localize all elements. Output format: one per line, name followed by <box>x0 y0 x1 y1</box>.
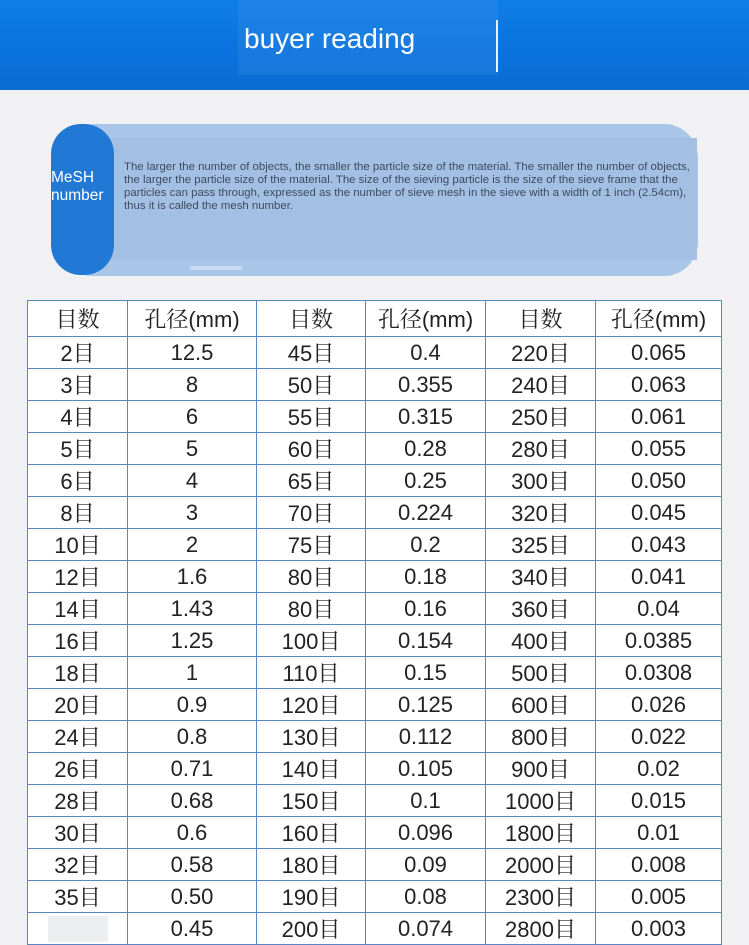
cell-mesh: 320目 <box>486 497 596 529</box>
cell-aperture: 0.041 <box>596 561 722 593</box>
cell-aperture: 0.0385 <box>596 625 722 657</box>
cell-mesh: 140目 <box>257 753 366 785</box>
cell-aperture: 2 <box>128 529 257 561</box>
table-row <box>28 657 722 689</box>
cell-aperture: 0.125 <box>366 689 486 721</box>
cell-aperture: 0.154 <box>366 625 486 657</box>
cell-mesh: 32目 <box>28 849 128 881</box>
cell-aperture: 0.04 <box>596 593 722 625</box>
cell-aperture: 0.055 <box>596 433 722 465</box>
cell-aperture: 0.015 <box>596 785 722 817</box>
table-row <box>28 689 722 721</box>
cell-mesh: 75目 <box>257 529 366 561</box>
cell-aperture: 0.6 <box>128 817 257 849</box>
cell-mesh: 14目 <box>28 593 128 625</box>
cell-mesh: 900目 <box>486 753 596 785</box>
cell-aperture: 0.2 <box>366 529 486 561</box>
col-header-aperture: 孔径(mm) <box>128 301 257 337</box>
cell-mesh: 2目 <box>28 337 128 369</box>
cell-mesh: 24目 <box>28 721 128 753</box>
cell-mesh: 55目 <box>257 401 366 433</box>
col-header-mesh: 目数 <box>28 301 128 337</box>
table-row <box>28 753 722 785</box>
cell-mesh: 80目 <box>257 593 366 625</box>
cell-mesh: 1800目 <box>486 817 596 849</box>
col-header-mesh: 目数 <box>486 301 596 337</box>
table-row <box>28 561 722 593</box>
cell-mesh: 10目 <box>28 529 128 561</box>
mesh-size-table <box>27 300 722 945</box>
cell-mesh: 340目 <box>486 561 596 593</box>
cell-mesh: 30目 <box>28 817 128 849</box>
cell-mesh: 2300目 <box>486 881 596 913</box>
cell-aperture: 0.15 <box>366 657 486 689</box>
cell-aperture: 0.096 <box>366 817 486 849</box>
cell-mesh: 8目 <box>28 497 128 529</box>
cell-mesh: 3目 <box>28 369 128 401</box>
cell-aperture: 1 <box>128 657 257 689</box>
cell-aperture: 0.043 <box>596 529 722 561</box>
info-decor-strip <box>190 266 242 270</box>
cell-mesh: 190目 <box>257 881 366 913</box>
cell-aperture: 0.105 <box>366 753 486 785</box>
cell-aperture: 0.112 <box>366 721 486 753</box>
cell-mesh: 110目 <box>257 657 366 689</box>
table-row <box>28 497 722 529</box>
cell-aperture: 0.9 <box>128 689 257 721</box>
cell-aperture: 0.022 <box>596 721 722 753</box>
cell-aperture: 0.8 <box>128 721 257 753</box>
cell-mesh: 300目 <box>486 465 596 497</box>
col-header-aperture: 孔径(mm) <box>366 301 486 337</box>
cell-aperture: 0.074 <box>366 913 486 945</box>
cell-aperture: 0.18 <box>366 561 486 593</box>
table-row <box>28 529 722 561</box>
cell-aperture: 0.065 <box>596 337 722 369</box>
table-row <box>28 785 722 817</box>
badge-line-2: number <box>51 187 104 204</box>
cell-mesh: 100目 <box>257 625 366 657</box>
cell-mesh: 800目 <box>486 721 596 753</box>
cell-mesh: 180目 <box>257 849 366 881</box>
cell-aperture: 0.003 <box>596 913 722 945</box>
cell-aperture: 0.315 <box>366 401 486 433</box>
cell-aperture: 1.25 <box>128 625 257 657</box>
cell-aperture: 0.01 <box>596 817 722 849</box>
table-row <box>28 465 722 497</box>
cell-mesh: 4目 <box>28 401 128 433</box>
cell-aperture: 0.50 <box>128 881 257 913</box>
cell-aperture: 0.02 <box>596 753 722 785</box>
cell-aperture: 0.063 <box>596 369 722 401</box>
table-row <box>28 881 722 913</box>
cell-aperture: 5 <box>128 433 257 465</box>
cell-aperture: 0.16 <box>366 593 486 625</box>
table-row <box>28 369 722 401</box>
cell-aperture: 0.09 <box>366 849 486 881</box>
cell-mesh: 50目 <box>257 369 366 401</box>
cell-aperture: 8 <box>128 369 257 401</box>
col-header-mesh: 目数 <box>257 301 366 337</box>
cell-mesh: 280目 <box>486 433 596 465</box>
cell-aperture: 0.45 <box>128 913 257 945</box>
cell-mesh: 20目 <box>28 689 128 721</box>
page-title: buyer reading <box>244 23 416 54</box>
cell-aperture: 0.045 <box>596 497 722 529</box>
cell-mesh: 500目 <box>486 657 596 689</box>
col-header-aperture: 孔径(mm) <box>596 301 722 337</box>
cell-mesh: 28目 <box>28 785 128 817</box>
mesh-description: The larger the number of objects, the smaller the particle size of the material. The smaller the number of objects, the larger the particle size of the material. The size of the sieving particle is the size of the sieve frame that the particles can pass through, expressed as the number of sieve mesh in the sieve with a width of 1 inch (2.54cm), thus it is called the mesh number. <box>124 161 690 212</box>
cell-mesh: 6目 <box>28 465 128 497</box>
cell-aperture: 0.71 <box>128 753 257 785</box>
cell-aperture: 0.25 <box>366 465 486 497</box>
table-row <box>28 337 722 369</box>
cell-mesh: 220目 <box>486 337 596 369</box>
cell-mesh: 26目 <box>28 753 128 785</box>
cell-aperture: 0.4 <box>366 337 486 369</box>
cell-aperture: 1.6 <box>128 561 257 593</box>
blank-cell-patch <box>48 916 108 942</box>
table-row <box>28 433 722 465</box>
table-row <box>28 401 722 433</box>
cell-mesh: 80目 <box>257 561 366 593</box>
header-divider <box>496 20 498 72</box>
table-row <box>28 817 722 849</box>
cell-aperture: 0.005 <box>596 881 722 913</box>
cell-aperture: 12.5 <box>128 337 257 369</box>
cell-aperture: 4 <box>128 465 257 497</box>
cell-mesh: 5目 <box>28 433 128 465</box>
cell-mesh: 250目 <box>486 401 596 433</box>
cell-aperture: 0.58 <box>128 849 257 881</box>
cell-aperture: 3 <box>128 497 257 529</box>
badge-line-1: MeSH <box>51 169 95 186</box>
cell-aperture: 0.0308 <box>596 657 722 689</box>
cell-mesh: 60目 <box>257 433 366 465</box>
cell-aperture: 0.224 <box>366 497 486 529</box>
cell-mesh: 130目 <box>257 721 366 753</box>
cell-mesh: 400目 <box>486 625 596 657</box>
cell-mesh: 200目 <box>257 913 366 945</box>
cell-mesh: 16目 <box>28 625 128 657</box>
table-row <box>28 593 722 625</box>
cell-mesh <box>28 913 128 945</box>
cell-aperture: 0.008 <box>596 849 722 881</box>
cell-mesh: 325目 <box>486 529 596 561</box>
cell-mesh: 45目 <box>257 337 366 369</box>
cell-mesh: 240目 <box>486 369 596 401</box>
cell-mesh: 70目 <box>257 497 366 529</box>
cell-aperture: 0.061 <box>596 401 722 433</box>
cell-mesh: 2800目 <box>486 913 596 945</box>
table-row <box>28 625 722 657</box>
cell-aperture: 0.28 <box>366 433 486 465</box>
cell-aperture: 0.1 <box>366 785 486 817</box>
cell-aperture: 0.68 <box>128 785 257 817</box>
table-header-row <box>28 301 722 337</box>
cell-aperture: 0.08 <box>366 881 486 913</box>
table-row <box>28 849 722 881</box>
cell-aperture: 6 <box>128 401 257 433</box>
table-row <box>28 913 722 945</box>
cell-mesh: 120目 <box>257 689 366 721</box>
mesh-number-label <box>51 169 113 205</box>
cell-mesh: 160目 <box>257 817 366 849</box>
cell-mesh: 360目 <box>486 593 596 625</box>
table-row <box>28 721 722 753</box>
cell-mesh: 150目 <box>257 785 366 817</box>
cell-mesh: 65目 <box>257 465 366 497</box>
cell-aperture: 0.026 <box>596 689 722 721</box>
cell-mesh: 600目 <box>486 689 596 721</box>
cell-mesh: 18目 <box>28 657 128 689</box>
cell-mesh: 1000目 <box>486 785 596 817</box>
cell-mesh: 2000目 <box>486 849 596 881</box>
cell-aperture: 1.43 <box>128 593 257 625</box>
cell-aperture: 0.050 <box>596 465 722 497</box>
cell-aperture: 0.355 <box>366 369 486 401</box>
cell-mesh: 35目 <box>28 881 128 913</box>
cell-mesh: 12目 <box>28 561 128 593</box>
